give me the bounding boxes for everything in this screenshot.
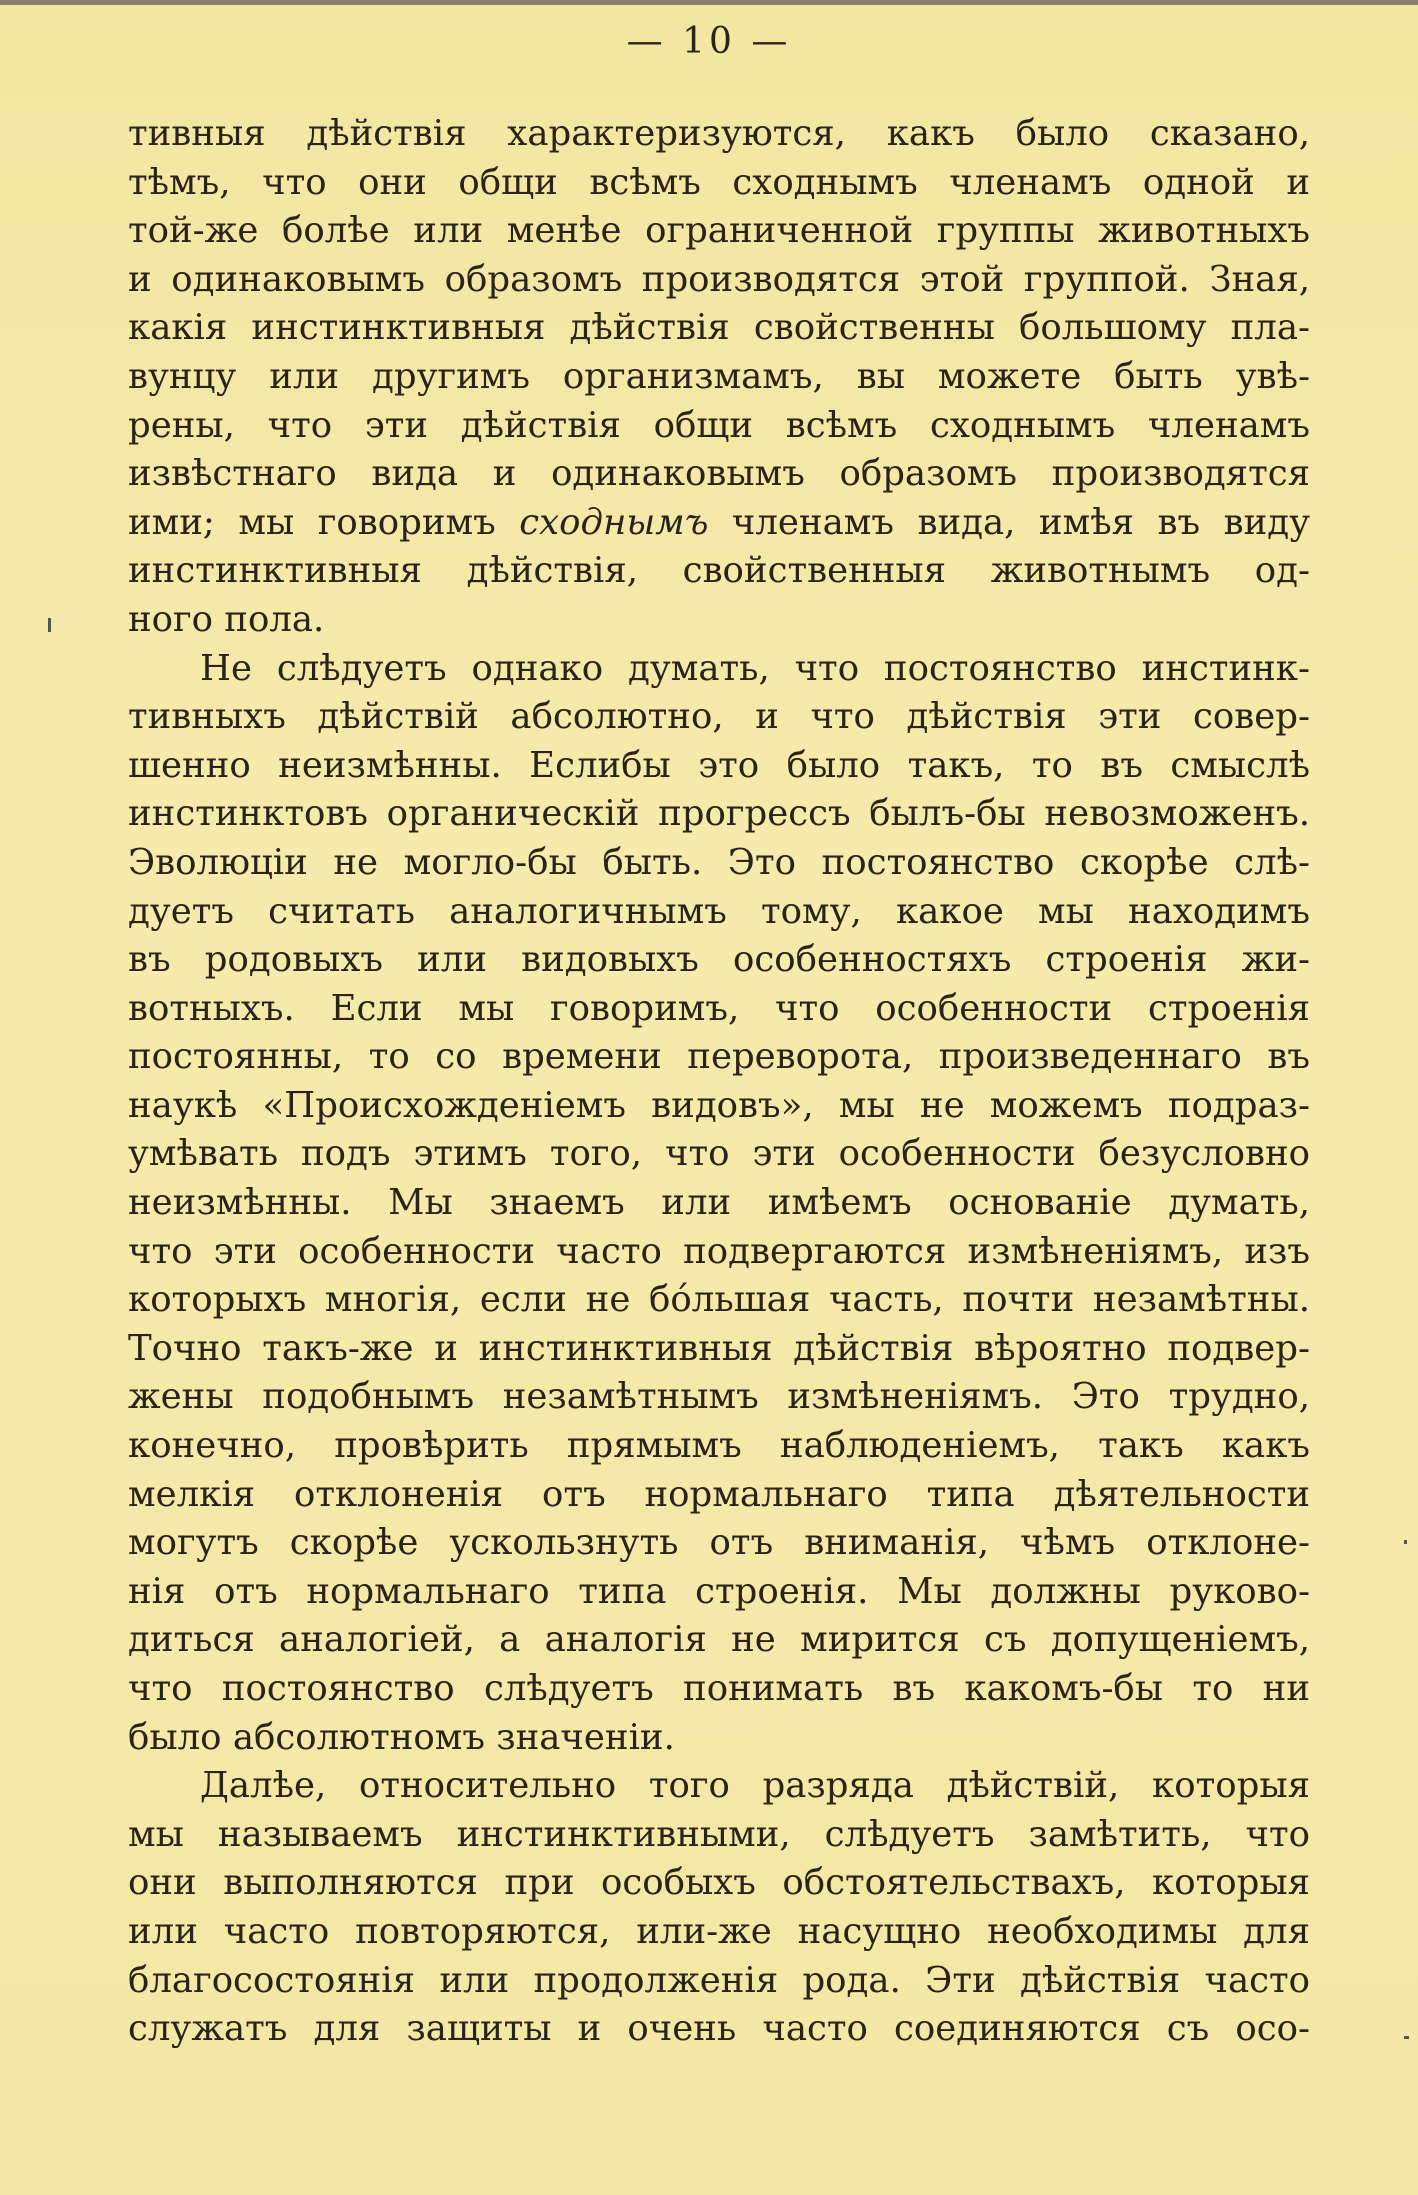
text-line: Эволюціи не могло-бы быть. Это постоянство скорѣе слѣ- <box>128 841 1310 883</box>
text-line: Не слѣдуетъ однако думать, что постоянство инстинк- <box>200 647 1310 689</box>
page-top-edge <box>0 0 1418 5</box>
body-text <box>128 110 1310 2054</box>
text-line: было абсолютномъ значеніи. <box>128 1716 675 1758</box>
text-line: наукѣ «Происхожденіемъ видовъ», мы не можемъ подраз- <box>128 1084 1310 1126</box>
text-line: извѣстнаго вида и одинаковымъ образомъ производятся <box>128 453 1310 495</box>
text-line: мелкія отклоненія отъ нормальнаго типа дѣятельности <box>128 1473 1310 1515</box>
text-line: могутъ скорѣе ускользнуть отъ вниманія, чѣмъ отклоне- <box>128 1522 1310 1564</box>
text-line: ими; мы говоримъ сходнымъ членамъ вида, имѣя въ виду <box>128 501 1310 543</box>
text-line: вунцу или другимъ организмамъ, вы можете быть увѣ- <box>128 355 1310 397</box>
text-line: рены, что эти дѣйствія общи всѣмъ сходнымъ членамъ <box>128 404 1310 446</box>
text-line: неизмѣнны. Мы знаемъ или имѣемъ основаніе думать, <box>128 1182 1310 1224</box>
text-line: и одинаковымъ образомъ производятся этой группой. Зная, <box>128 258 1310 300</box>
text-line: Далѣе, относительно того разряда дѣйствій, которыя <box>200 1765 1310 1807</box>
paragraph <box>128 1762 1310 2054</box>
text-line: инстинктовъ органическій прогрессъ былъ-бы невозможенъ. <box>128 793 1310 835</box>
page-number: — 10 — <box>626 21 792 62</box>
margin-mark-left <box>48 618 51 632</box>
text-line: они выполняются при особыхъ обстоятельствахъ, которыя <box>128 1862 1310 1904</box>
paragraphs <box>128 110 1310 2054</box>
text-line: нія отъ нормальнаго типа строенія. Мы должны руково- <box>128 1570 1310 1612</box>
text-line: дуетъ считать аналогичнымъ тому, какое мы находимъ <box>128 890 1310 932</box>
text-line: тивныя дѣйствія характеризуются, какъ было сказано, <box>128 113 1310 154</box>
text-line: ного пола. <box>128 598 325 640</box>
margin-mark-right-lower <box>1404 2036 1409 2039</box>
margin-mark-right <box>1404 1540 1407 1544</box>
text-line: конечно, провѣрить прямымъ наблюденіемъ, такъ какъ <box>128 1425 1310 1467</box>
text-line: вотныхъ. Если мы говоримъ, что особенности строенія <box>128 987 1310 1029</box>
paragraph <box>128 110 1310 645</box>
italic-emphasis: сходнымъ <box>519 501 709 543</box>
text-line: служатъ для защиты и очень часто соединяются съ осо- <box>128 2008 1310 2050</box>
text-line: какія инстинктивныя дѣйствія свойственны большому пла- <box>128 307 1310 349</box>
text-line: благосостоянія или продолженія рода. Эти дѣйствія часто <box>128 1959 1310 2001</box>
text-line: тѣмъ, что они общи всѣмъ сходнымъ членамъ одной и <box>128 161 1310 203</box>
text-line: шенно неизмѣнны. Еслибы это было такъ, то въ смыслѣ <box>128 744 1310 786</box>
text-line: постоянны, то со времени переворота, произведеннаго въ <box>128 1036 1310 1078</box>
text-line: въ родовыхъ или видовыхъ особенностяхъ строенія жи- <box>128 939 1310 981</box>
text-line: диться аналогіей, а аналогія не мирится съ допущеніемъ, <box>128 1619 1310 1661</box>
text-line: мы называемъ инстинктивными, слѣдуетъ замѣтить, что <box>128 1813 1310 1855</box>
paragraph <box>128 645 1310 1763</box>
text-line: что постоянство слѣдуетъ понимать въ какомъ-бы то ни <box>128 1668 1310 1709</box>
text-line: которыхъ многія, если не бо́льшая часть, почти незамѣтны. <box>128 1279 1310 1321</box>
text-line: той-же болѣе или менѣе ограниченной группы животныхъ <box>128 210 1310 252</box>
text-line: или часто повторяются, или-же насущно необходимы для <box>128 1910 1310 1952</box>
text-line: умѣвать подъ этимъ того, что эти особенности безусловно <box>128 1133 1310 1175</box>
text-line: тивныхъ дѣйствій абсолютно, и что дѣйствія эти совер- <box>128 696 1310 738</box>
text-line: инстинктивныя дѣйствія, свойственныя животнымъ од- <box>128 550 1310 592</box>
text-line: что эти особенности часто подвергаются измѣненіямъ, изъ <box>128 1230 1310 1272</box>
text-line: Точно такъ-же и инстинктивныя дѣйствія вѣроятно подвер- <box>128 1327 1310 1369</box>
text-line: жены подобнымъ незамѣтнымъ измѣненіямъ. Это трудно, <box>128 1376 1310 1418</box>
